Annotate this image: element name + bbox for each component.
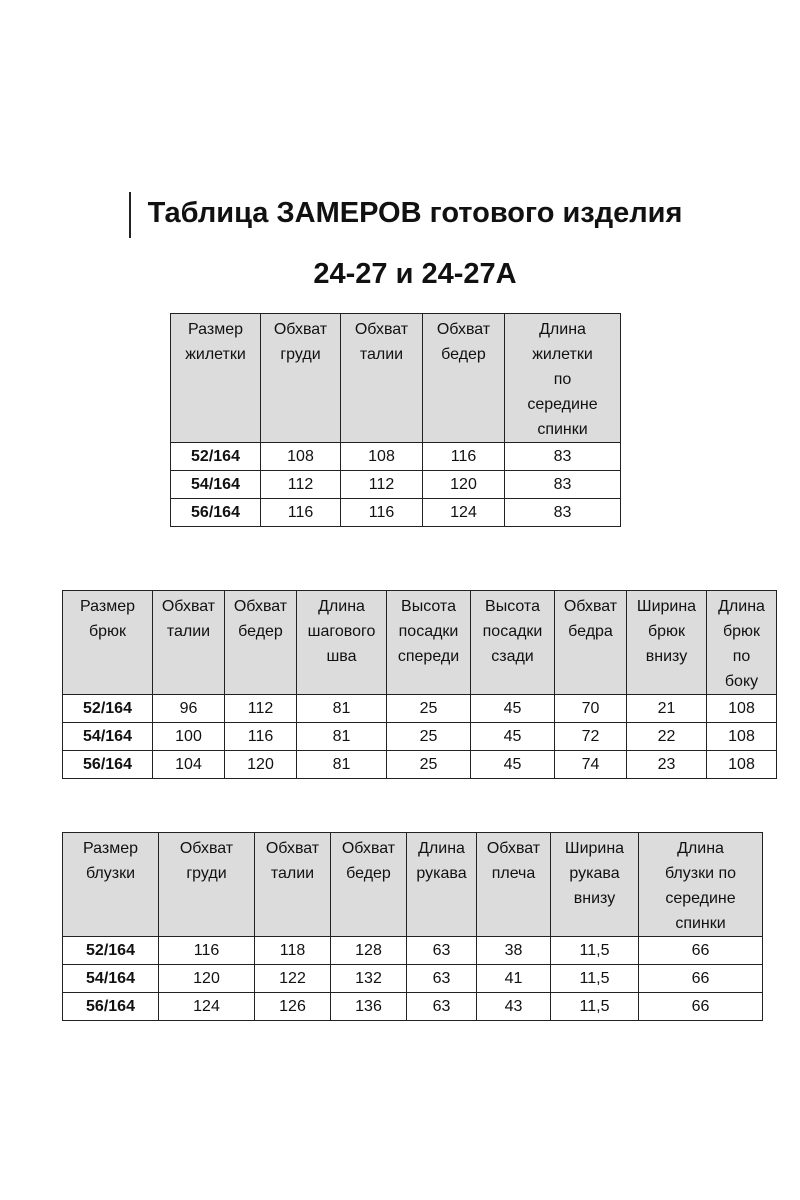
column-header <box>331 833 407 937</box>
value-cell: 112 <box>225 695 297 723</box>
value-cell: 11,5 <box>551 993 639 1021</box>
column-header-line: Длина <box>539 321 586 338</box>
column-header-line: Размер <box>188 321 243 338</box>
size-cell: 52/164 <box>63 937 159 965</box>
column-header-line: Обхват <box>436 321 491 338</box>
column-header-line: боку <box>724 673 759 690</box>
column-header-line: середине <box>527 396 598 413</box>
column-header-line: талии <box>270 865 315 882</box>
table-row <box>63 937 763 965</box>
column-header-line: сзади <box>491 648 534 665</box>
column-header-line: брюк <box>722 623 761 640</box>
value-cell: 118 <box>255 937 331 965</box>
column-header-line: Размер <box>83 840 138 857</box>
column-header-line: блузки <box>85 865 136 882</box>
column-header-line: Размер <box>80 598 135 615</box>
value-cell: 124 <box>159 993 255 1021</box>
column-header-line: жилетки <box>185 346 246 363</box>
value-cell: 66 <box>639 937 763 965</box>
value-cell: 45 <box>471 695 555 723</box>
size-cell: 52/164 <box>63 695 153 723</box>
value-cell: 116 <box>341 499 423 527</box>
column-header <box>153 591 225 695</box>
column-header-line: блузки по <box>664 865 737 882</box>
column-header <box>477 833 551 937</box>
column-header <box>225 591 297 695</box>
value-cell: 120 <box>225 751 297 779</box>
table-row <box>63 993 763 1021</box>
value-cell: 100 <box>153 723 225 751</box>
column-header-line: спинки <box>675 915 726 932</box>
table-row <box>63 751 777 779</box>
value-cell: 63 <box>407 937 477 965</box>
value-cell: 96 <box>153 695 225 723</box>
column-header-line: посадки <box>482 623 543 640</box>
table-header-row <box>171 314 621 443</box>
value-cell: 63 <box>407 965 477 993</box>
column-header-line: спинки <box>537 421 588 438</box>
column-header-line: по <box>732 648 751 665</box>
column-header <box>261 314 341 443</box>
column-header-line: спереди <box>397 648 460 665</box>
size-cell: 54/164 <box>63 965 159 993</box>
column-header <box>627 591 707 695</box>
column-header-line: Обхват <box>179 840 234 857</box>
value-cell: 11,5 <box>551 937 639 965</box>
column-header <box>707 591 777 695</box>
vest-measurements-table <box>170 313 621 527</box>
column-header-line: Обхват <box>563 598 618 615</box>
column-header <box>63 833 159 937</box>
table-row <box>171 499 621 527</box>
value-cell: 38 <box>477 937 551 965</box>
column-header-line: плеча <box>491 865 536 882</box>
value-cell: 128 <box>331 937 407 965</box>
value-cell: 112 <box>341 471 423 499</box>
table-row <box>171 471 621 499</box>
column-header-line: Обхват <box>354 321 409 338</box>
value-cell: 116 <box>225 723 297 751</box>
value-cell: 74 <box>555 751 627 779</box>
table-row <box>63 723 777 751</box>
column-header <box>555 591 627 695</box>
table-row <box>63 965 763 993</box>
column-header-line: талии <box>359 346 404 363</box>
column-header-line: Обхват <box>233 598 288 615</box>
value-cell: 124 <box>423 499 505 527</box>
column-header-line: Обхват <box>161 598 216 615</box>
column-header <box>255 833 331 937</box>
column-header-line: середине <box>665 890 736 907</box>
column-header-line: Высота <box>485 598 540 615</box>
table-header-row <box>63 833 763 937</box>
value-cell: 22 <box>627 723 707 751</box>
table-row <box>63 695 777 723</box>
value-cell: 21 <box>627 695 707 723</box>
value-cell: 116 <box>423 443 505 471</box>
value-cell: 83 <box>505 471 621 499</box>
column-header-line: Длина <box>718 598 765 615</box>
value-cell: 41 <box>477 965 551 993</box>
value-cell: 132 <box>331 965 407 993</box>
column-header-line: внизу <box>645 648 688 665</box>
column-header-line: груди <box>280 346 321 363</box>
column-header-line: шагового <box>307 623 376 640</box>
column-header-line: рукава <box>416 865 467 882</box>
column-header-line: внизу <box>573 890 616 907</box>
value-cell: 66 <box>639 965 763 993</box>
document-subtitle: 24-27 и 24-27А <box>313 258 517 290</box>
value-cell: 25 <box>387 751 471 779</box>
column-header <box>159 833 255 937</box>
column-header-line: Длина <box>318 598 365 615</box>
value-cell: 81 <box>297 695 387 723</box>
value-cell: 72 <box>555 723 627 751</box>
value-cell: 136 <box>331 993 407 1021</box>
value-cell: 108 <box>261 443 341 471</box>
column-header <box>551 833 639 937</box>
value-cell: 116 <box>261 499 341 527</box>
value-cell: 63 <box>407 993 477 1021</box>
value-cell: 83 <box>505 443 621 471</box>
table-header-row <box>63 591 777 695</box>
value-cell: 23 <box>627 751 707 779</box>
column-header-line: груди <box>186 865 227 882</box>
value-cell: 45 <box>471 723 555 751</box>
column-header-line: Высота <box>401 598 456 615</box>
column-header-line: брюк <box>647 623 686 640</box>
column-header <box>341 314 423 443</box>
column-header <box>423 314 505 443</box>
size-cell: 54/164 <box>63 723 153 751</box>
size-cell: 56/164 <box>63 751 153 779</box>
value-cell: 122 <box>255 965 331 993</box>
value-cell: 120 <box>159 965 255 993</box>
size-cell: 54/164 <box>171 471 261 499</box>
value-cell: 43 <box>477 993 551 1021</box>
column-header-line: Длина <box>677 840 724 857</box>
column-header <box>387 591 471 695</box>
value-cell: 45 <box>471 751 555 779</box>
column-header-line: Длина <box>418 840 465 857</box>
column-header-line: бедер <box>238 623 283 640</box>
column-header-line: брюк <box>88 623 127 640</box>
value-cell: 112 <box>261 471 341 499</box>
column-header-line: Ширина <box>636 598 697 615</box>
value-cell: 108 <box>707 695 777 723</box>
column-header-line: бедра <box>568 623 613 640</box>
column-header <box>505 314 621 443</box>
column-header-line: шва <box>326 648 357 665</box>
column-header-line: жилетки <box>532 346 593 363</box>
column-header-line: Обхват <box>341 840 396 857</box>
size-cell: 56/164 <box>63 993 159 1021</box>
column-header-line: Ширина <box>564 840 625 857</box>
value-cell: 81 <box>297 723 387 751</box>
value-cell: 108 <box>707 723 777 751</box>
column-header <box>171 314 261 443</box>
value-cell: 25 <box>387 695 471 723</box>
column-header-line: Обхват <box>486 840 541 857</box>
pants-measurements-table <box>62 590 777 779</box>
value-cell: 83 <box>505 499 621 527</box>
column-header-line: бедер <box>441 346 486 363</box>
column-header-line: бедер <box>346 865 391 882</box>
column-header-line: Обхват <box>265 840 320 857</box>
column-header-line: талии <box>166 623 211 640</box>
column-header-line: по <box>553 371 572 388</box>
value-cell: 70 <box>555 695 627 723</box>
column-header-line: рукава <box>569 865 620 882</box>
value-cell: 11,5 <box>551 965 639 993</box>
value-cell: 108 <box>707 751 777 779</box>
column-header <box>63 591 153 695</box>
value-cell: 116 <box>159 937 255 965</box>
column-header <box>297 591 387 695</box>
blouse-measurements-table <box>62 832 763 1021</box>
column-header-line: Обхват <box>273 321 328 338</box>
value-cell: 25 <box>387 723 471 751</box>
size-cell: 52/164 <box>171 443 261 471</box>
value-cell: 108 <box>341 443 423 471</box>
size-cell: 56/164 <box>171 499 261 527</box>
value-cell: 66 <box>639 993 763 1021</box>
value-cell: 126 <box>255 993 331 1021</box>
column-header <box>407 833 477 937</box>
column-header-line: посадки <box>398 623 459 640</box>
column-header <box>639 833 763 937</box>
document-title: Таблица ЗАМЕРОВ готового изделия <box>147 197 683 229</box>
column-header <box>471 591 555 695</box>
value-cell: 120 <box>423 471 505 499</box>
value-cell: 104 <box>153 751 225 779</box>
table-row <box>171 443 621 471</box>
value-cell: 81 <box>297 751 387 779</box>
